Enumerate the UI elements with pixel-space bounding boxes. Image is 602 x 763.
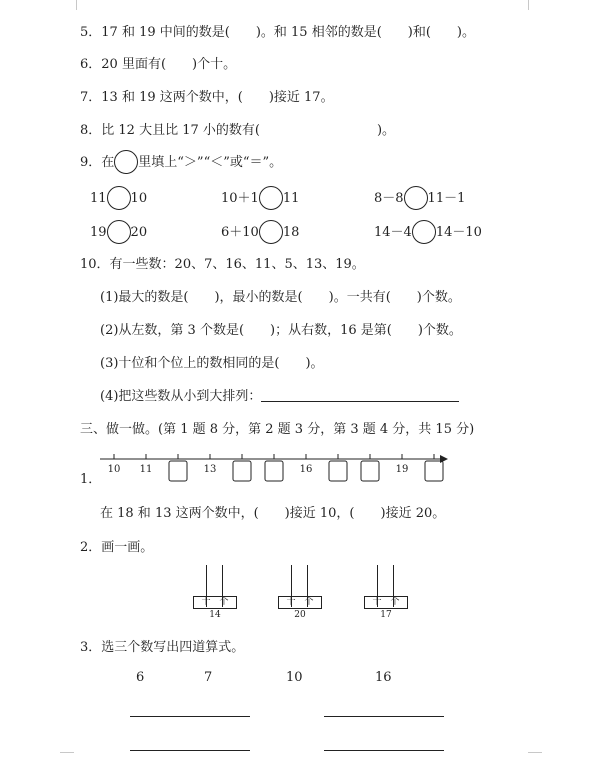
- compare-right: 20: [130, 225, 148, 240]
- number-line-answer-box[interactable]: [361, 461, 379, 481]
- compare-item: [90, 220, 147, 244]
- question-9-suffix: 里填上“＞”“＜”或“＝”。: [138, 155, 283, 170]
- subquestion-1-label: 1．: [80, 472, 102, 487]
- compare-item: [221, 186, 299, 210]
- number-line-tick-label: 19: [395, 464, 409, 475]
- compare-right: 10: [130, 191, 148, 206]
- answer-circle[interactable]: [259, 186, 283, 210]
- answer-circle[interactable]: [412, 220, 436, 244]
- question-10-stem: 10．有一些数：20、7、16、11、5、13、19。: [80, 257, 365, 272]
- number-line-tick-label: 11: [139, 464, 153, 475]
- answer-line[interactable]: [261, 401, 459, 402]
- answer-circle[interactable]: [404, 186, 428, 210]
- compare-item: [374, 186, 465, 210]
- compare-right: 14－10: [435, 225, 482, 240]
- compare-left: 6＋10: [221, 225, 259, 240]
- abacus-number: 14: [209, 610, 221, 620]
- question-10-sub1: (1)最大的数是( )，最小的数是( )。一共有( )个数。: [100, 290, 461, 305]
- compare-left: 10＋1: [221, 191, 259, 206]
- compare-circle-icon: [114, 150, 138, 174]
- choice-number: 16: [375, 670, 392, 685]
- abacus: [278, 565, 322, 621]
- subquestion-1-text: 在 18 和 13 这两个数中，( )接近 10，( )接近 20。: [100, 506, 446, 521]
- corner-mark-top-left: [60, 0, 77, 10]
- number-line: [96, 450, 452, 486]
- number-line-answer-box[interactable]: [233, 461, 251, 481]
- question-9-prefix: 9．在: [80, 155, 115, 170]
- number-line-answer-box[interactable]: [329, 461, 347, 481]
- question-10-sub4-text: (4)把这些数从小到大排列：: [100, 389, 262, 404]
- compare-right: 11: [282, 191, 300, 206]
- abacus-base-label: 十 个: [364, 596, 408, 609]
- compare-left: 14－4: [374, 225, 412, 240]
- compare-left: 11: [90, 191, 107, 206]
- number-line-answer-box[interactable]: [425, 461, 443, 481]
- subquestion-2-label: 2．画一画。: [80, 540, 154, 555]
- abacus-number: 20: [294, 610, 306, 620]
- compare-item: [221, 220, 299, 244]
- abacus-base-label: 十 个: [193, 596, 237, 609]
- compare-left: 8－8: [374, 191, 404, 206]
- number-line-answer-box[interactable]: [265, 461, 283, 481]
- answer-line[interactable]: [130, 750, 250, 751]
- corner-mark-bottom-left: [60, 752, 74, 763]
- answer-line[interactable]: [324, 750, 444, 751]
- number-line-tick-label: 16: [299, 464, 313, 475]
- compare-right: 11－1: [427, 191, 466, 206]
- question-9-stem: [80, 150, 282, 174]
- choice-number: 6: [136, 670, 145, 685]
- answer-circle[interactable]: [107, 186, 131, 210]
- question-8: 8．比 12 大且比 17 小的数有( )。: [80, 123, 396, 138]
- compare-left: 19: [90, 225, 107, 240]
- question-5: 5．17 和 19 中间的数是( )。和 15 相邻的数是( )和( )。: [80, 25, 475, 40]
- abacus: [364, 565, 408, 621]
- number-line-answer-box[interactable]: [169, 461, 187, 481]
- compare-right: 18: [282, 225, 300, 240]
- answer-line[interactable]: [324, 716, 444, 717]
- question-7: 7．13 和 19 这两个数中，( )接近 17。: [80, 90, 334, 105]
- question-6: 6．20 里面有( )个十。: [80, 57, 237, 72]
- question-10-sub2: (2)从左数，第 3 个数是( )；从右数，16 是第( )个数。: [100, 323, 462, 338]
- corner-mark-bottom-right: [528, 752, 542, 763]
- choice-number: 10: [286, 670, 303, 685]
- choice-number: 7: [204, 670, 213, 685]
- question-10-sub4: [100, 385, 459, 404]
- abacus-base-label: 十 个: [278, 596, 322, 609]
- compare-item: [374, 220, 482, 244]
- number-line-tick-label: 10: [107, 464, 121, 475]
- corner-mark-top-right: [528, 0, 545, 10]
- answer-circle[interactable]: [107, 220, 131, 244]
- answer-circle[interactable]: [259, 220, 283, 244]
- abacus-number: 17: [380, 610, 392, 620]
- subquestion-3-label: 3．选三个数写出四道算式。: [80, 640, 245, 655]
- answer-line[interactable]: [130, 716, 250, 717]
- compare-item: [90, 186, 147, 210]
- question-10-sub3: (3)十位和个位上的数相同的是( )。: [100, 356, 324, 371]
- section-3-heading: 三、做一做。(第 1 题 8 分，第 2 题 3 分，第 3 题 4 分，共 15 分): [80, 422, 475, 437]
- number-line-arrow-icon: [440, 455, 448, 463]
- number-line-tick-label: 13: [203, 464, 217, 475]
- abacus: [193, 565, 237, 621]
